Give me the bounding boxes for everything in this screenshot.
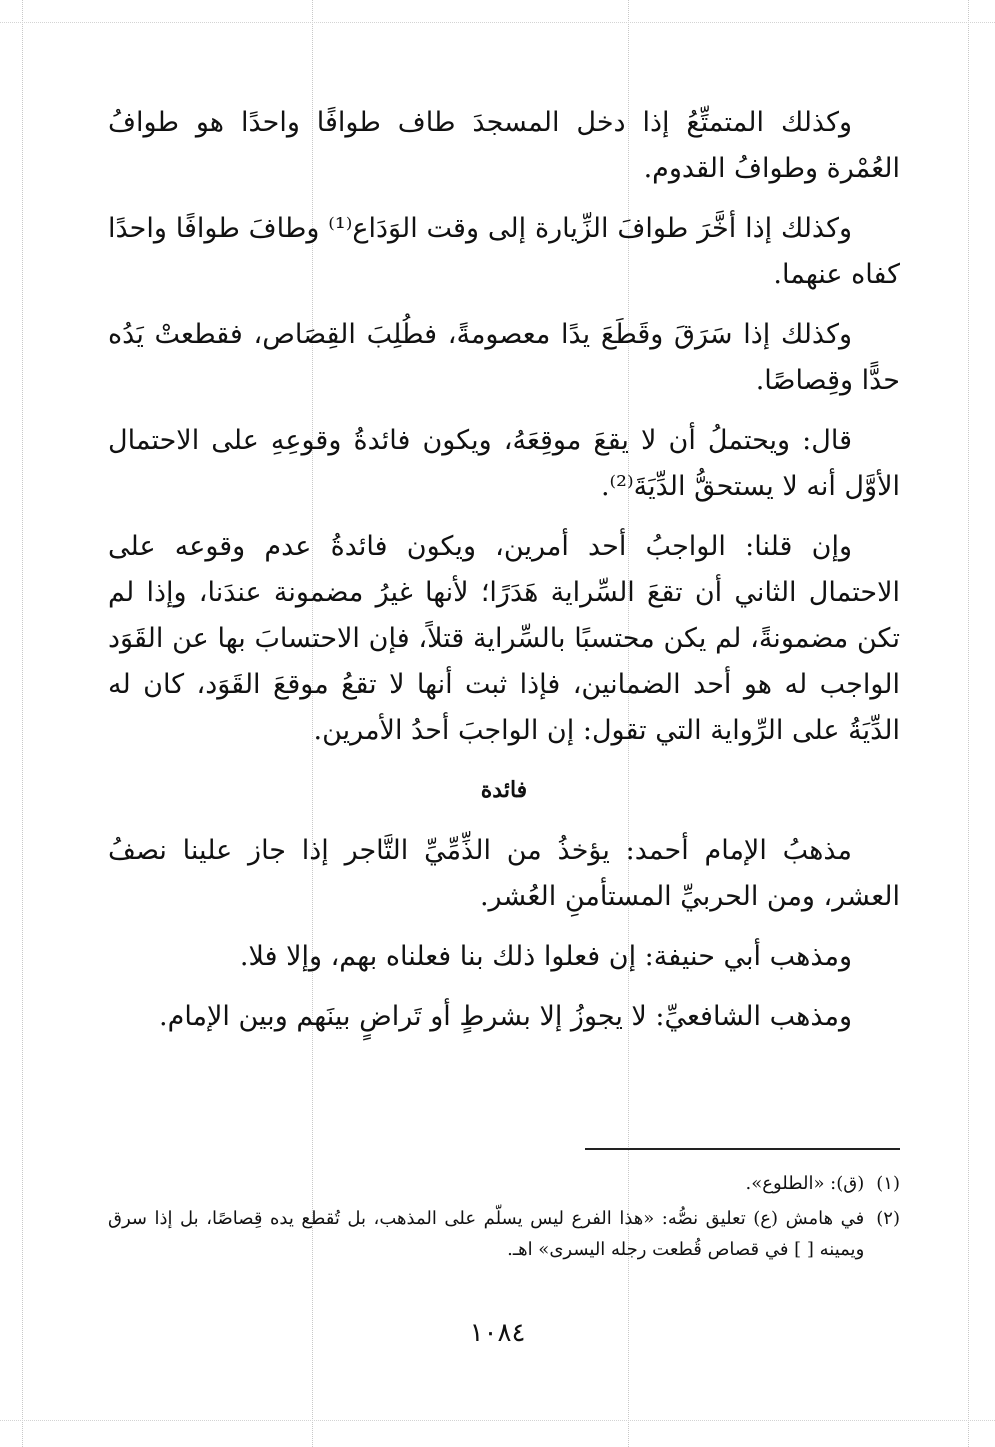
main-text xyxy=(108,100,900,1054)
scan-guide xyxy=(968,0,969,1447)
footnote xyxy=(108,1168,900,1199)
paragraph: وكذلك إذا أخَّرَ طوافَ الزِّيارة إلى وقت الوَدَاع⁽¹⁾ وطافَ طوافًا واحدًا كفاه عنهما. xyxy=(108,213,900,290)
footnote-number: (١) xyxy=(876,1173,900,1194)
footnotes xyxy=(108,1168,900,1269)
paragraph: ومذهب الشافعيِّ: لا يجوزُ إلا بشرطٍ أو تَراضٍ بينَهم وبين الإمام. xyxy=(159,1001,852,1032)
paragraph: مذهبُ الإمام أحمد: يؤخذُ من الذِّمِّيِّ التَّاجر إذا جاز علينا نصفُ العشر، ومن الحربيِّ المستأمنِ العُشر. xyxy=(108,835,900,912)
footnote xyxy=(108,1203,900,1265)
footnote-text: في هامش (ع) تعليق نصُّه: «هذا الفرع ليس يسلّم على المذهب، بل تُقطع يده قِصاصًا، بل إذا سرق ويمينه [ ] في قصاص قُطعت رجله اليسرى» اهـ. xyxy=(108,1208,865,1260)
paragraph: قال: ويحتملُ أن لا يقعَ موقِعَهُ، ويكون فائدةُ وقوعِهِ على الاحتمال الأوَّل أنه لا يستحقُّ الدِّيَةَ⁽²⁾. xyxy=(108,425,900,502)
paragraph: وكذلك إذا سَرَقَ وقَطَعَ يدًا معصومةً، فطُلِبَ القِصَاص، فقطعتْ يَدُه حدًّا وقِصاصًا. xyxy=(108,319,900,396)
page-number: ١٠٨٤ xyxy=(469,1318,526,1348)
paragraph: وكذلك المتمتِّعُ إذا دخل المسجدَ طاف طوافًا واحدًا هو طوافُ العُمْرة وطوافُ القدوم. xyxy=(108,107,900,184)
scan-guide xyxy=(0,1420,995,1421)
footnote-number: (٢) xyxy=(876,1208,900,1229)
paragraph: ومذهب أبي حنيفة: إن فعلوا ذلك بنا فعلناه بهم، وإلا فلا. xyxy=(239,941,852,972)
scan-guide xyxy=(0,22,995,23)
footnote-separator xyxy=(585,1148,900,1150)
scan-guide xyxy=(22,0,23,1447)
footnote-text: (ق): «الطلوع». xyxy=(745,1173,865,1194)
section-heading: فائدة xyxy=(480,777,528,803)
paragraph: وإن قلنا: الواجبُ أحد أمرين، ويكون فائدةُ عدم وقوعه على الاحتمال الثاني أن تقعَ السِّراية هَدَرًا؛ لأنها غيرُ مضمونة عندَنا، وإذا لم تكن مضمونةً، لم يكن محتسبًا بالسِّراية قتلاً، فإن الاحتسابَ بها عن القَوَد الواجب له هو أحد الضمانين، فإذا ثبت أنها لا تقعُ موقعَ القَوَد، كان له الدِّيَةُ على الرِّواية التي تقول: إن الواجبَ أحدُ الأمرين. xyxy=(108,531,900,746)
